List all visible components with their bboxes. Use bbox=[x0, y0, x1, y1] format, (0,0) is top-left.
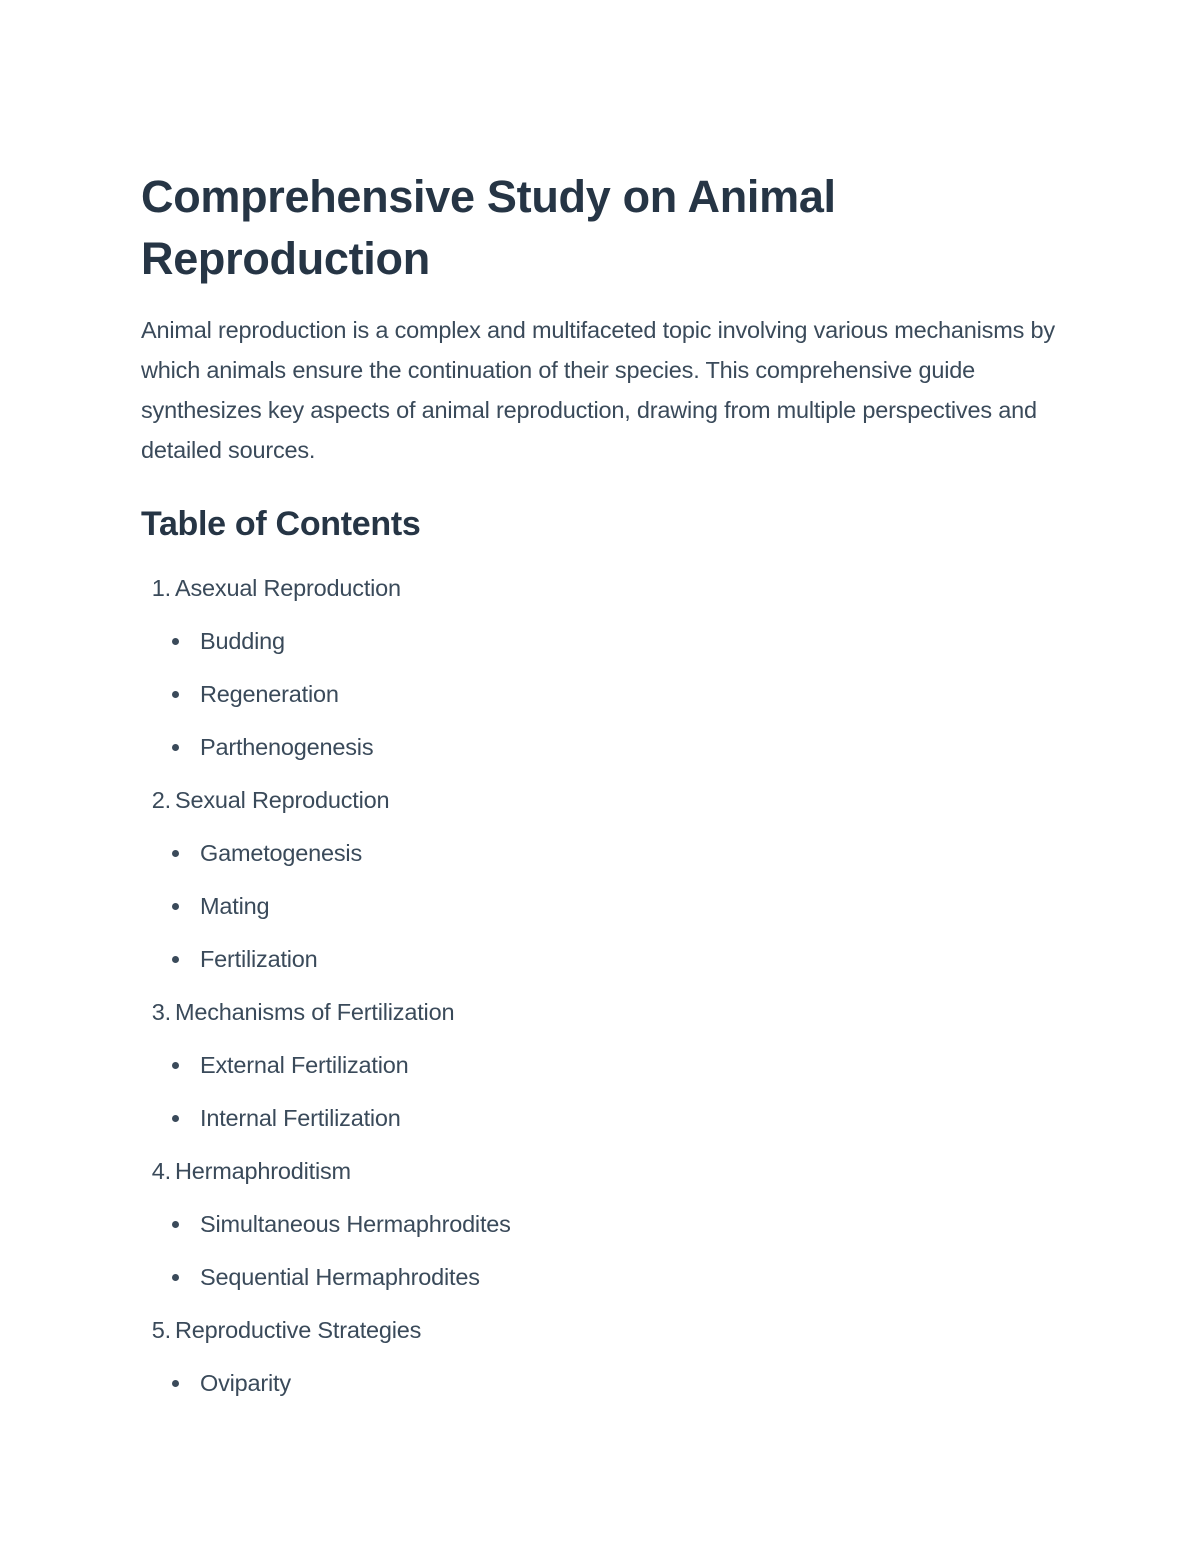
toc-section-heading bbox=[141, 1145, 1071, 1198]
bullet-icon bbox=[172, 956, 179, 963]
bullet-icon bbox=[172, 1115, 179, 1122]
subitem-label: Parthenogenesis bbox=[200, 734, 374, 760]
subitem-label: Sequential Hermaphrodites bbox=[200, 1264, 480, 1290]
toc-section-heading bbox=[141, 774, 1071, 827]
toc-sublist bbox=[141, 1357, 1071, 1410]
toc-section-asexual-reproduction bbox=[141, 562, 1071, 774]
document-title: Comprehensive Study on Animal Reproduction bbox=[141, 171, 836, 284]
toc-section-sexual-reproduction bbox=[141, 774, 1071, 986]
section-title: Hermaphroditism bbox=[175, 1158, 351, 1184]
subitem-label: Fertilization bbox=[200, 946, 318, 972]
section-title: Reproductive Strategies bbox=[175, 1317, 422, 1343]
section-title: Mechanisms of Fertilization bbox=[175, 999, 455, 1025]
bullet-icon bbox=[172, 903, 179, 910]
toc-subitem bbox=[141, 1251, 1071, 1304]
subitem-label: Simultaneous Hermaphrodites bbox=[200, 1211, 511, 1237]
toc-subitem bbox=[141, 933, 1071, 986]
toc-subitem bbox=[141, 1039, 1071, 1092]
bullet-icon bbox=[172, 638, 179, 645]
subitem-label: Mating bbox=[200, 893, 270, 919]
bullet-icon bbox=[172, 850, 179, 857]
subitem-label: Regeneration bbox=[200, 681, 339, 707]
toc-subitem bbox=[141, 1198, 1071, 1251]
toc-section-hermaphroditism bbox=[141, 1145, 1071, 1304]
section-number: 2. bbox=[151, 787, 171, 813]
section-number: 3. bbox=[151, 999, 171, 1025]
toc-subitem bbox=[141, 1357, 1071, 1410]
bullet-icon bbox=[172, 1380, 179, 1387]
toc-subitem bbox=[141, 1092, 1071, 1145]
subitem-label: Internal Fertilization bbox=[200, 1105, 401, 1131]
toc-sublist bbox=[141, 827, 1071, 986]
toc-list bbox=[141, 562, 1071, 1410]
subitem-label: Oviparity bbox=[200, 1370, 291, 1396]
toc-section-mechanisms-of-fertilization bbox=[141, 986, 1071, 1145]
toc-subitem bbox=[141, 668, 1071, 721]
toc-section-heading bbox=[141, 1304, 1071, 1357]
toc-sublist bbox=[141, 615, 1071, 774]
toc-sublist bbox=[141, 1039, 1071, 1145]
intro-paragraph: Animal reproduction is a complex and multifaceted topic involving various mechanisms by which animals ensure the continuation of their species. This comprehensive guide synthesizes key aspects of animal reproduction, drawing from multiple perspectives and detailed sources. bbox=[141, 317, 1055, 463]
toc-subitem bbox=[141, 615, 1071, 668]
toc-subitem bbox=[141, 721, 1071, 774]
toc-sublist bbox=[141, 1198, 1071, 1304]
bullet-icon bbox=[172, 744, 179, 751]
subitem-label: External Fertilization bbox=[200, 1052, 409, 1078]
toc-subitem bbox=[141, 827, 1071, 880]
bullet-icon bbox=[172, 691, 179, 698]
toc-subitem bbox=[141, 880, 1071, 933]
section-number: 4. bbox=[151, 1158, 171, 1184]
document-page bbox=[141, 166, 1071, 1410]
section-title: Sexual Reproduction bbox=[175, 787, 390, 813]
toc-section-heading bbox=[141, 986, 1071, 1039]
section-number: 1. bbox=[151, 575, 171, 601]
subitem-label: Budding bbox=[200, 628, 285, 654]
bullet-icon bbox=[172, 1062, 179, 1069]
subitem-label: Gametogenesis bbox=[200, 840, 362, 866]
toc-section-heading bbox=[141, 562, 1071, 615]
bullet-icon bbox=[172, 1221, 179, 1228]
toc-section-reproductive-strategies bbox=[141, 1304, 1071, 1410]
bullet-icon bbox=[172, 1274, 179, 1281]
section-number: 5. bbox=[151, 1317, 171, 1343]
toc-heading: Table of Contents bbox=[141, 505, 421, 543]
section-title: Asexual Reproduction bbox=[175, 575, 401, 601]
